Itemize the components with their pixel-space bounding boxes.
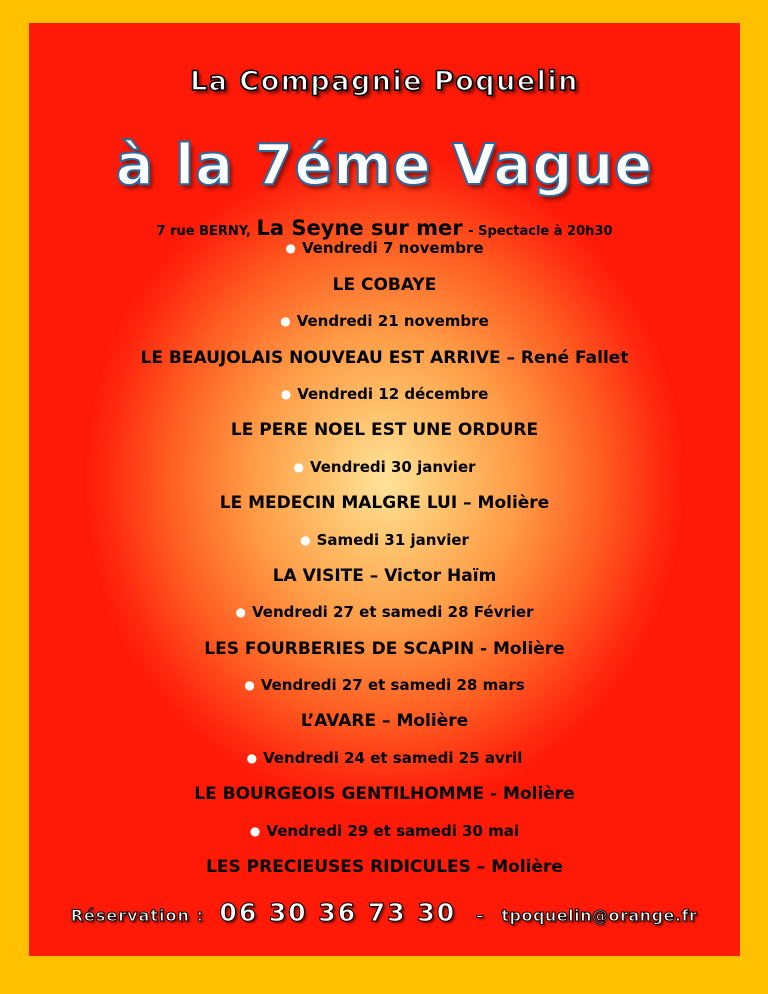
date-text: Vendredi 7 novembre (301, 239, 484, 257)
date-line (29, 676, 740, 694)
play-title: LE PERE NOEL EST UNE ORDURE (230, 420, 539, 440)
date-line (29, 822, 740, 840)
address-line (29, 216, 740, 240)
email-address[interactable]: tpoquelin@orange.fr (501, 906, 698, 925)
date-line (29, 603, 740, 621)
showtime: - Spectacle à 20h30 (468, 224, 613, 239)
play-title: LE BEAUJOLAIS NOUVEAU EST ARRIVE – René Fallet (140, 348, 629, 368)
phone-number[interactable]: 06 30 36 73 30 (219, 898, 457, 927)
date-text: Vendredi 12 décembre (297, 385, 489, 403)
date-line (29, 312, 740, 330)
date-line (29, 385, 740, 403)
poster (29, 23, 740, 956)
date-line (29, 239, 740, 257)
date-text: Vendredi 29 et samedi 30 mai (266, 822, 520, 840)
play-title: LA VISITE – Victor Haïm (272, 566, 497, 586)
bullet-icon: ● (293, 460, 304, 474)
bullet-icon: ● (246, 751, 258, 765)
reservation-label: Réservation : (70, 906, 204, 925)
date-text: Vendredi 27 et samedi 28 mars (260, 676, 525, 694)
bullet-icon: ● (280, 314, 291, 328)
date-line (29, 531, 740, 549)
bullet-icon: ● (235, 605, 246, 619)
street: 7 rue BERNY, (156, 224, 251, 239)
separator: – (475, 906, 484, 925)
play-title: L’AVARE – Molière (300, 711, 469, 731)
bullet-icon: ● (280, 387, 292, 401)
date-text: Vendredi 27 et samedi 28 Février (252, 603, 534, 621)
venue-title: à la 7éme Vague (115, 133, 654, 198)
company-title: La Compagnie Poquelin (190, 66, 579, 97)
date-text: Vendredi 24 et samedi 25 avril (263, 749, 523, 767)
play-title: LES PRECIEUSES RIDICULES – Molière (206, 857, 563, 877)
city: La Seyne sur mer (256, 216, 463, 240)
date-line (29, 749, 740, 767)
play-title: LES FOURBERIES DE SCAPIN - Molière (204, 639, 565, 659)
play-title: LE COBAYE (332, 275, 437, 295)
reservation-footer (0, 898, 768, 927)
bullet-icon: ● (244, 678, 255, 692)
bullet-icon: ● (249, 824, 261, 838)
play-title: LE MEDECIN MALGRE LUI – Molière (219, 493, 550, 513)
date-text: Vendredi 21 novembre (296, 312, 489, 330)
bullet-icon: ● (300, 533, 311, 547)
date-text: Vendredi 30 janvier (309, 458, 476, 476)
date-line (29, 458, 740, 476)
play-title: LE BOURGEOIS GENTILHOMME - Molière (194, 784, 575, 804)
date-text: Samedi 31 janvier (316, 531, 469, 549)
bullet-icon: ● (285, 241, 296, 255)
